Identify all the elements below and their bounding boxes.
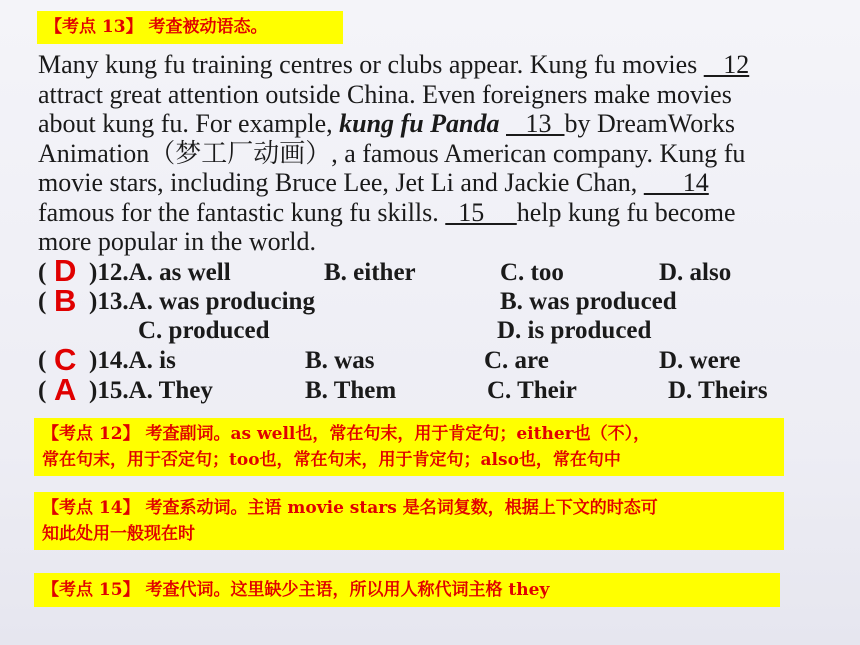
blank-14: 14 <box>643 168 709 197</box>
kaodian-13-tag: 【考点 13】 <box>45 17 143 37</box>
kaodian-13-text: 考查被动语态。 <box>142 17 268 37</box>
passage-line-7: more popular in the world. <box>38 227 316 256</box>
movie-title: kung fu Panda <box>339 109 500 138</box>
kaodian-15-note <box>34 573 780 607</box>
passage-line-2: attract great attention outside China. Even foreigners make movies <box>38 79 732 109</box>
q13-option-b: B. was produced <box>500 288 677 315</box>
q12-option-a: )12.A. as well <box>89 259 231 286</box>
passage-text: by DreamWorks <box>564 109 735 138</box>
kaodian-12-line-2: 常在句末，用于否定句；too也，常在句末，用于肯定句；also也，常在句中 <box>42 450 621 470</box>
q15-option-a: )15.A. They <box>89 377 213 404</box>
q14-option-b: B. was <box>305 347 375 374</box>
passage-text: about kung fu. For example, <box>38 109 340 138</box>
blank-15: 15 <box>445 197 517 227</box>
blank-13: 13 <box>506 109 565 138</box>
passage-line-3 <box>38 109 838 139</box>
q13-option-c: C. produced <box>138 317 270 344</box>
passage-text: help kung fu become <box>516 197 736 227</box>
q13-open-paren: ( <box>38 288 47 315</box>
passage-line-4: Animation（梦工厂动画）, a famous American company. Kung fu <box>38 138 746 168</box>
q15-answer: A <box>54 372 77 407</box>
kaodian-14-line-2: 知此处用一般现在时 <box>42 524 195 544</box>
kaodian-14-note <box>34 492 784 550</box>
passage <box>38 50 838 257</box>
passage-text: Many kung fu training centres or clubs appear. Kung fu movies <box>38 50 704 79</box>
q12-answer: D <box>54 253 77 288</box>
q14-option-d: D. were <box>659 347 741 374</box>
q12-option-d: D. also <box>659 259 732 286</box>
q14-option-a: )14.A. is <box>89 347 176 374</box>
kaodian-14-line-1: 【考点 14】 考查系动词。主语 movie stars 是名词复数，根据上下文的时态可 <box>42 498 658 518</box>
passage-line-1 <box>38 50 838 80</box>
passage-line-5 <box>38 168 838 198</box>
q12-option-c: C. too <box>500 259 564 286</box>
kaodian-12-line-1: 【考点 12】 考查副词。as well也，常在句末，用于肯定句；either也（不）， <box>42 424 651 444</box>
q15-option-d: D. Theirs <box>668 377 768 404</box>
q14-option-c: C. are <box>484 347 549 374</box>
q14-answer: C <box>54 342 77 377</box>
q13-answer: B <box>54 283 77 318</box>
q12-option-b: B. either <box>324 259 416 286</box>
q14-open-paren: ( <box>38 347 47 374</box>
q15-option-c: C. Their <box>487 377 577 404</box>
q12-open-paren: ( <box>38 259 47 286</box>
blank-12: 12 <box>703 50 750 79</box>
kaodian-13-note <box>37 11 343 44</box>
passage-text: movie stars, including Bruce Lee, Jet Li and Jackie Chan, <box>38 168 644 197</box>
passage-text: famous for the fantastic kung fu skills. <box>38 197 446 227</box>
q15-option-b: B. Them <box>305 377 397 404</box>
passage-line-6 <box>38 198 838 228</box>
kaodian-12-note <box>34 418 784 476</box>
kaodian-15-line-1: 【考点 15】 考查代词。这里缺少主语，所以用人称代词主格 they <box>42 580 550 600</box>
q13-option-a: )13.A. was producing <box>89 288 315 315</box>
q13-option-d: D. is produced <box>497 317 652 344</box>
q15-open-paren: ( <box>38 377 47 404</box>
